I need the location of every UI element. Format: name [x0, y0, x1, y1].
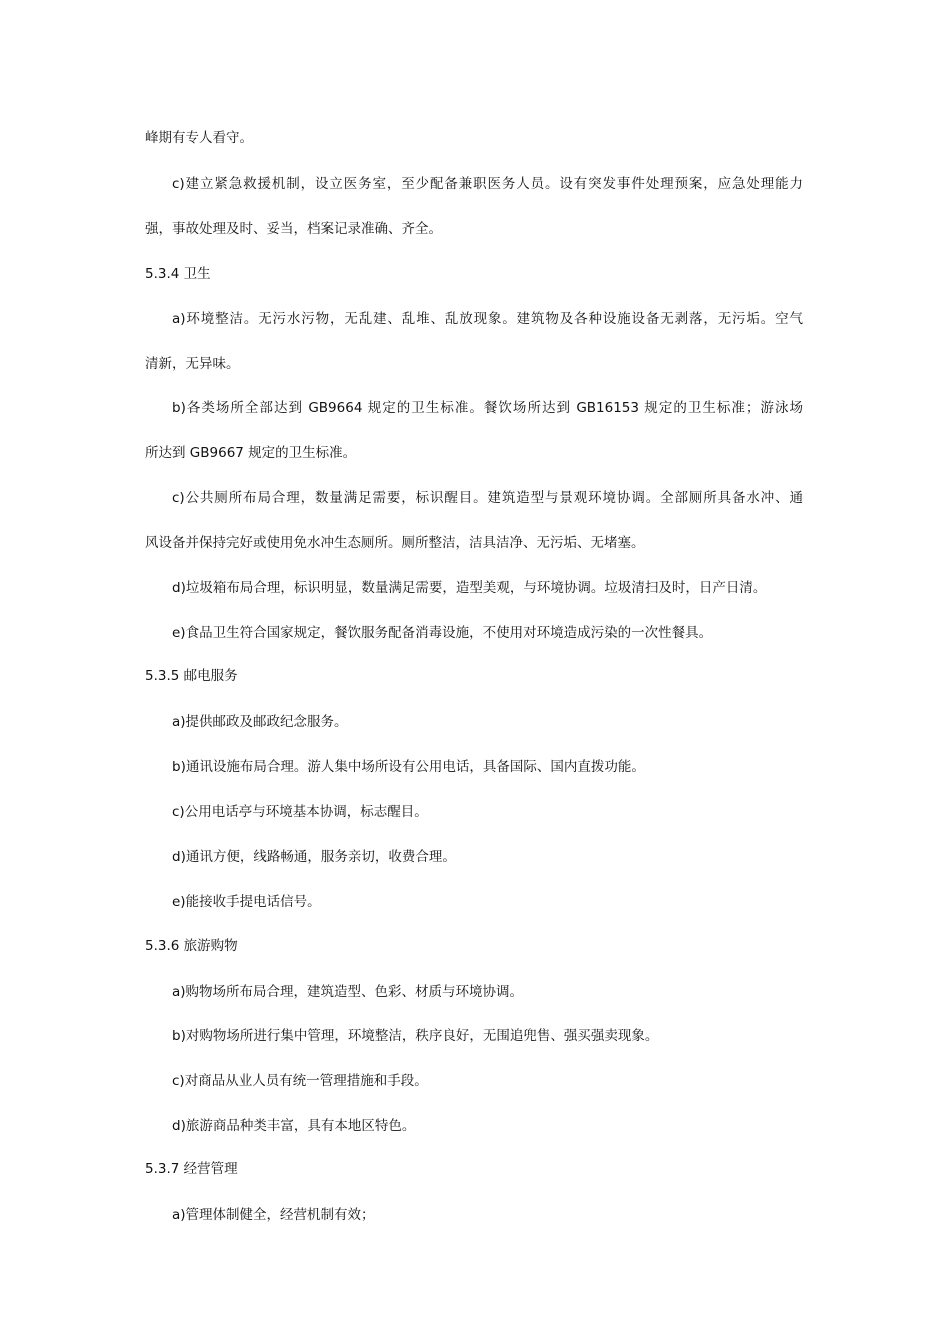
paragraph-line: b)通讯设施布局合理。游人集中场所设有公用电话，具备国际、国内直拨功能。: [172, 759, 645, 775]
paragraph-line: c)对商品从业人员有统一管理措施和手段。: [172, 1073, 428, 1089]
paragraph-line: d)旅游商品种类丰富，具有本地区特色。: [172, 1118, 416, 1134]
paragraph-line: 所达到 GB9667 规定的卫生标准。: [145, 445, 357, 461]
paragraph-line: a)环境整洁。无污水污物，无乱建、乱堆、乱放现象。建筑物及各种设施设备无剥落，无污垢。空气: [172, 311, 803, 327]
paragraph-line: d)垃圾箱布局合理，标识明显，数量满足需要，造型美观，与环境协调。垃圾清扫及时，日产日清。: [172, 580, 767, 596]
paragraph-line: 风设备并保持完好或使用免水冲生态厕所。厕所整洁，洁具洁净、无污垢、无堵塞。: [145, 535, 645, 551]
paragraph-line: 强，事故处理及时、妥当，档案记录准确、齐全。: [145, 221, 442, 237]
section-heading: 5.3.7 经营管理: [145, 1161, 238, 1177]
paragraph-line: c)公用电话亭与环境基本协调，标志醒目。: [172, 804, 428, 820]
paragraph-line: d)通讯方便，线路畅通，服务亲切，收费合理。: [172, 849, 456, 865]
section-heading: 5.3.5 邮电服务: [145, 668, 238, 684]
section-heading: 5.3.6 旅游购物: [145, 938, 238, 954]
paragraph-line: a)提供邮政及邮政纪念服务。: [172, 714, 348, 730]
section-heading: 5.3.4 卫生: [145, 266, 211, 282]
paragraph-line: 清新，无异味。: [145, 356, 240, 372]
paragraph-line: c)公共厕所布局合理，数量满足需要，标识醒目。建筑造型与景观环境协调。全部厕所具备水冲、通: [172, 490, 803, 506]
paragraph-line: e)食品卫生符合国家规定，餐饮服务配备消毒设施，不使用对环境造成污染的一次性餐具。: [172, 625, 713, 641]
paragraph-line: c)建立紧急救援机制，设立医务室，至少配备兼职医务人员。设有突发事件处理预案，应急处理能力: [172, 176, 803, 192]
paragraph-line: e)能接收手提电话信号。: [172, 894, 321, 910]
paragraph-line: a)管理体制健全，经营机制有效；: [172, 1207, 375, 1223]
paragraph-line: a)购物场所布局合理，建筑造型、色彩、材质与环境协调。: [172, 984, 524, 1000]
paragraph-line: b)各类场所全部达到 GB9664 规定的卫生标准。餐饮场所达到 GB16153 规定的卫生标准；游泳场: [172, 400, 803, 416]
paragraph-line: b)对购物场所进行集中管理，环境整洁，秩序良好，无围追兜售、强买强卖现象。: [172, 1028, 659, 1044]
paragraph-line: 峰期有专人看守。: [145, 130, 253, 146]
